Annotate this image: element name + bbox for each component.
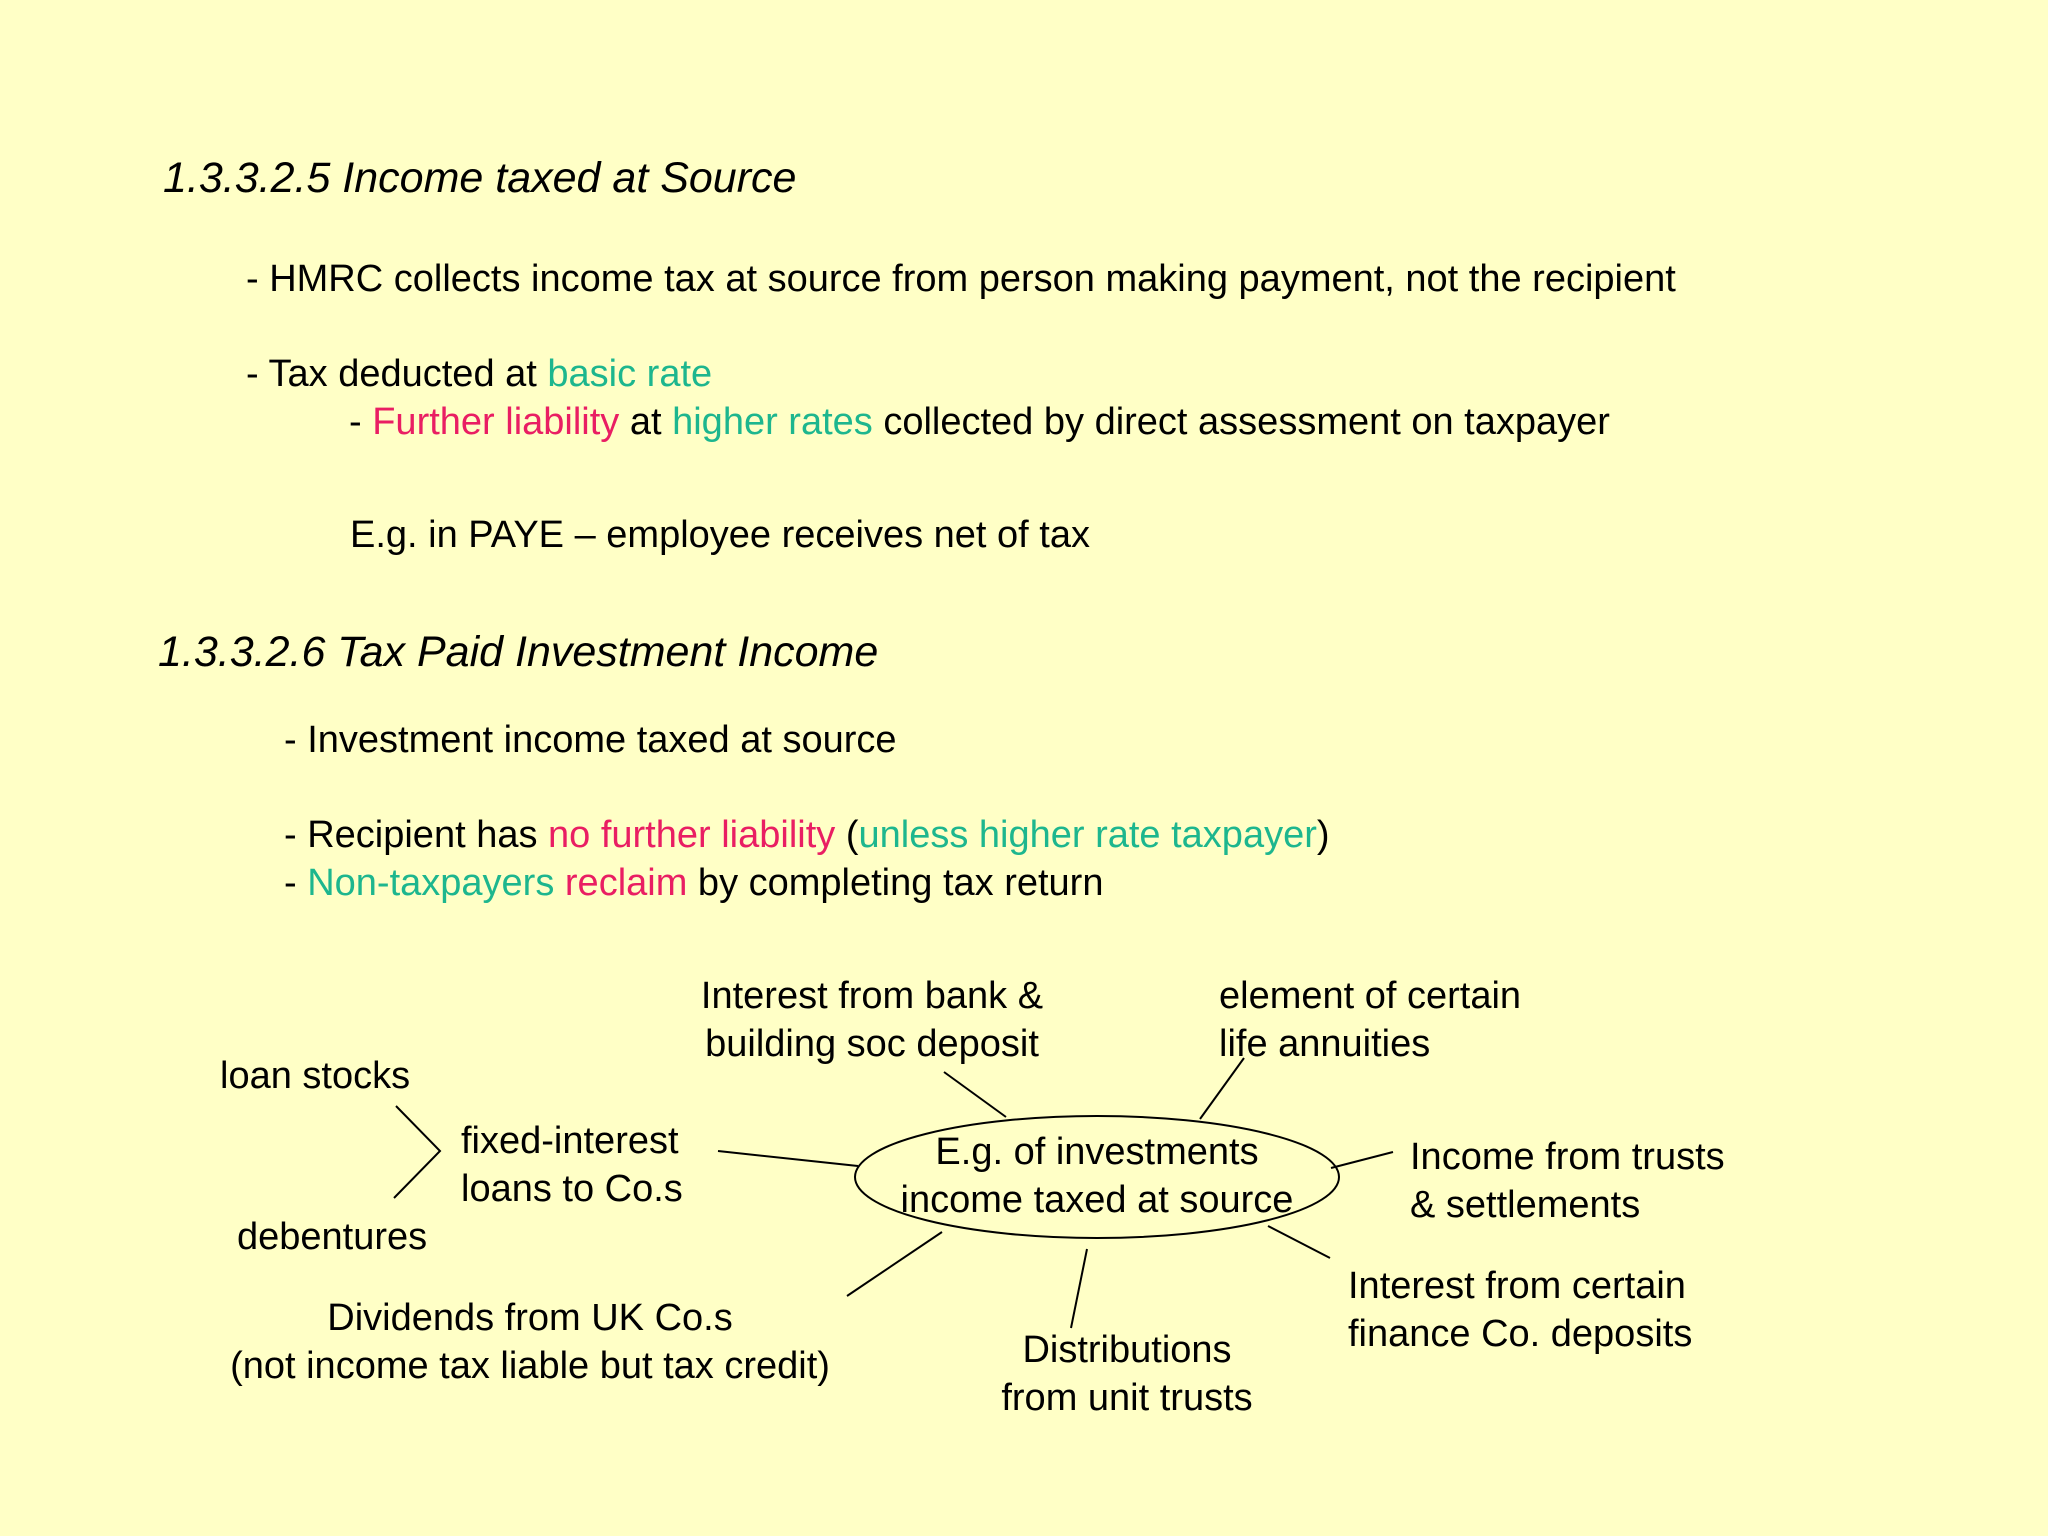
highlight-reclaim: reclaim	[564, 862, 688, 904]
section1-bullet-hmrc: - HMRC collects income tax at source from person making payment, not the recipient	[246, 258, 1676, 300]
section2-heading: 1.3.3.2.6 Tax Paid Investment Income	[158, 628, 879, 676]
diagram-unit-trusts-label	[962, 1326, 1292, 1422]
highlight-basic-rate: basic rate	[547, 353, 713, 395]
connector-dividends	[847, 1232, 942, 1296]
highlight-unless-higher-rate: unless higher rate taxpayer	[858, 814, 1317, 856]
diagram-center-label	[857, 1128, 1337, 1224]
bullet-dash: -	[349, 401, 373, 443]
diagram-trusts-label	[1410, 1133, 1725, 1229]
diagram-fixed-interest-label	[461, 1117, 683, 1213]
finance-line: Interest from certain	[1348, 1265, 1686, 1307]
diagram-loan-stocks-label: loan stocks	[220, 1055, 411, 1097]
section1-heading: 1.3.3.2.5 Income taxed at Source	[163, 154, 797, 202]
bullet-dash: -	[284, 862, 308, 904]
bank-line: building soc deposit	[705, 1023, 1039, 1065]
annuities-line: life annuities	[1219, 1023, 1431, 1065]
highlight-non-taxpayers: Non-taxpayers	[307, 862, 555, 904]
diagram-dividends-label	[200, 1294, 860, 1390]
bullet-text: )	[1316, 814, 1330, 856]
annuities-line: element of certain	[1219, 975, 1522, 1017]
unit-trusts-line: Distributions	[1022, 1329, 1232, 1371]
bullet-text: - Tax deducted at	[246, 353, 548, 395]
diagram-finance-label	[1348, 1262, 1692, 1358]
highlight-further-liability: Further liability	[372, 401, 620, 443]
connector-unit-trusts	[1071, 1249, 1087, 1328]
bracket-loan-debentures	[394, 1106, 440, 1198]
trusts-line: Income from trusts	[1410, 1136, 1725, 1178]
center-line: E.g. of investments	[935, 1131, 1259, 1173]
finance-line: finance Co. deposits	[1348, 1313, 1693, 1355]
trusts-line: & settlements	[1410, 1184, 1641, 1226]
bullet-text: collected by direct assessment on taxpayer	[872, 401, 1610, 443]
fixed-interest-line: fixed-interest	[461, 1120, 679, 1162]
section2-bullet-investment-income: - Investment income taxed at source	[284, 719, 897, 761]
highlight-no-further-liability: no further liability	[548, 814, 836, 856]
connector-finance	[1268, 1226, 1330, 1258]
fixed-interest-line: loans to Co.s	[461, 1168, 683, 1210]
section1-example-paye: E.g. in PAYE – employee receives net of tax	[350, 514, 1090, 556]
bank-line: Interest from bank &	[700, 975, 1044, 1017]
diagram-debentures-label: debentures	[237, 1216, 428, 1258]
bullet-text: at	[619, 401, 673, 443]
unit-trusts-line: from unit trusts	[1001, 1377, 1253, 1419]
bullet-text: by completing tax return	[687, 862, 1104, 904]
connector-trusts	[1331, 1152, 1393, 1168]
diagram-bank-label	[662, 972, 1082, 1068]
dividends-line: Dividends from UK Co.s	[327, 1297, 733, 1339]
bullet-text: (	[835, 814, 859, 856]
bullet-text: - Recipient has	[284, 814, 549, 856]
diagram-annuities-label	[1219, 972, 1521, 1068]
dividends-line: (not income tax liable but tax credit)	[230, 1345, 830, 1387]
connector-bank	[944, 1072, 1006, 1117]
center-line: income taxed at source	[900, 1179, 1294, 1221]
highlight-higher-rates: higher rates	[672, 401, 873, 443]
connector-fixed-interest	[718, 1151, 858, 1166]
